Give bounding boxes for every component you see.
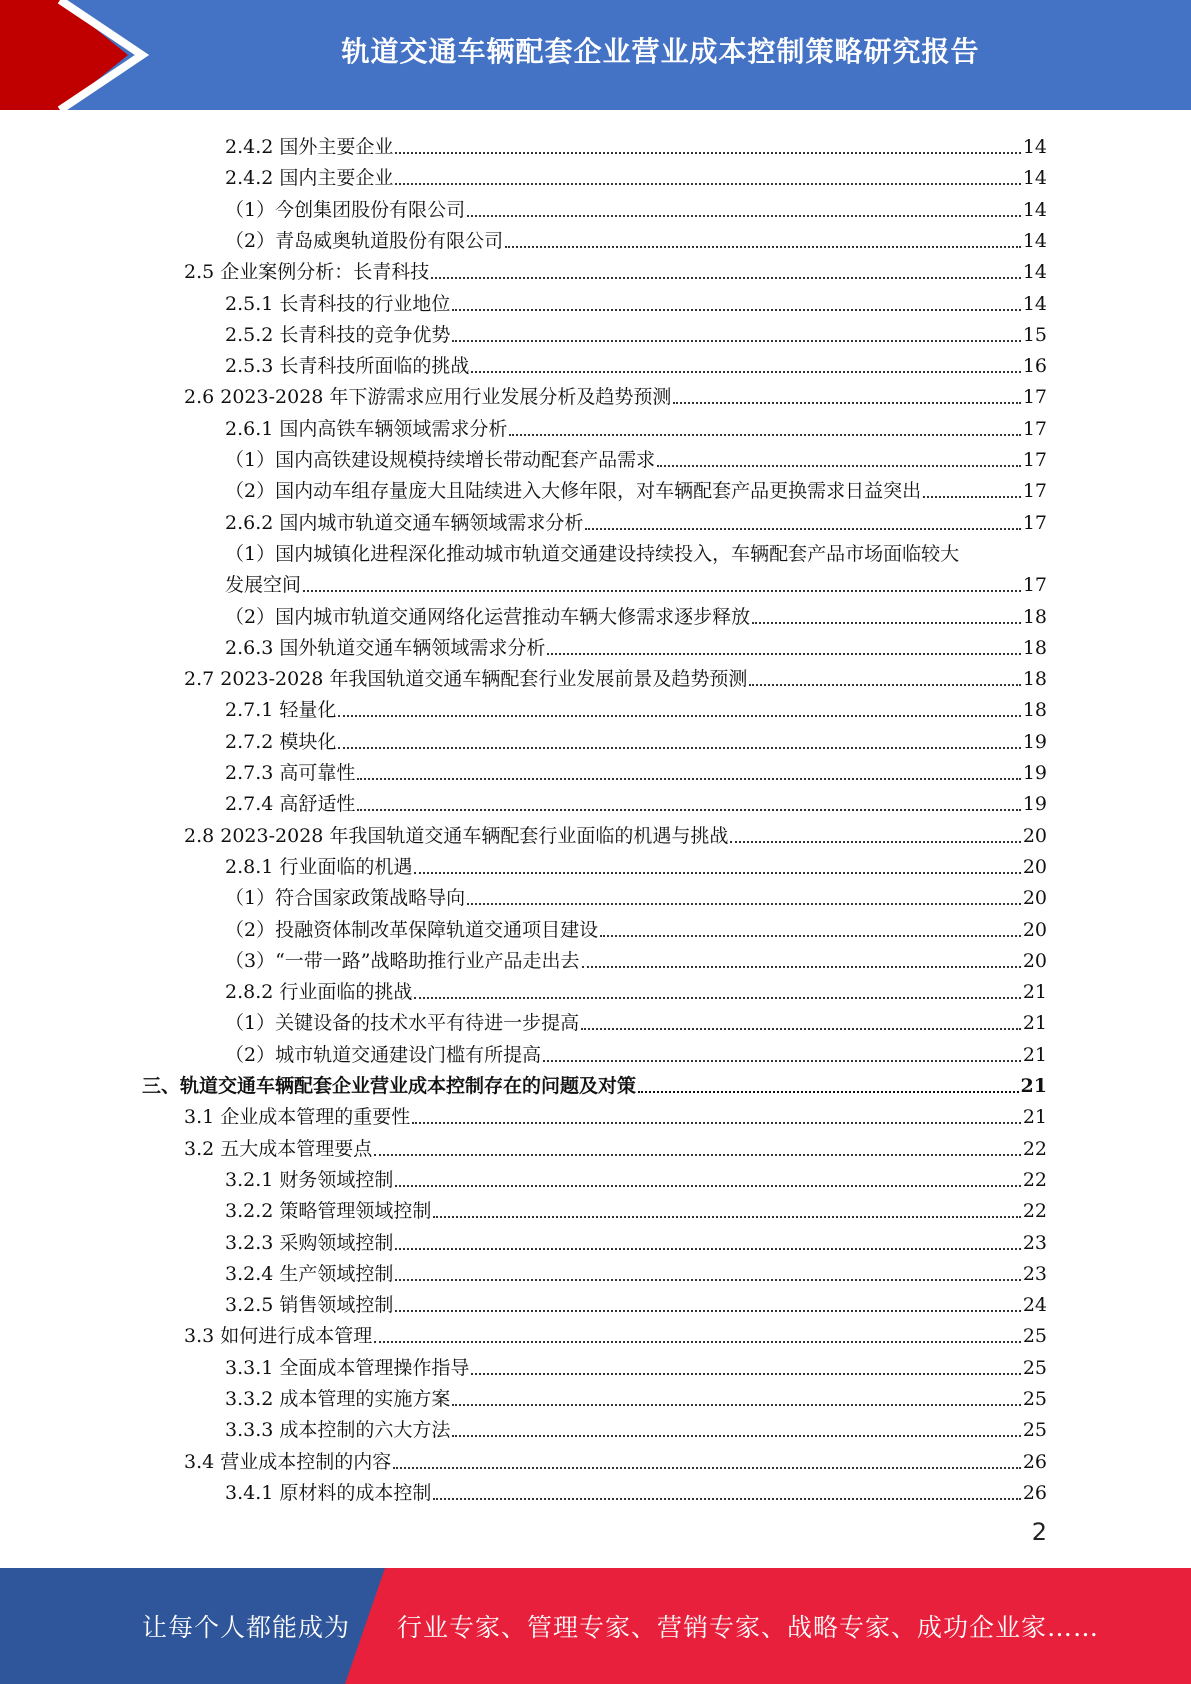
toc-leader-dots	[452, 1435, 1020, 1437]
toc-entry[interactable]	[225, 754, 1047, 785]
toc-page-number: 22	[1022, 1137, 1047, 1160]
toc-leader-dots	[452, 309, 1020, 311]
page-number: 2	[1031, 1518, 1047, 1546]
toc-entry[interactable]	[225, 128, 1047, 159]
toc-entry-text: 3.2.2 策略管理领域控制	[225, 1200, 432, 1223]
toc-page-number: 26	[1022, 1481, 1047, 1504]
toc-page-number: 17	[1022, 574, 1047, 597]
toc-entry-text: 3.2.4 生产领域控制	[225, 1262, 394, 1285]
toc-page-number: 21	[1020, 1075, 1047, 1097]
toc-entry[interactable]	[184, 660, 1047, 691]
toc-page-number: 18	[1022, 668, 1047, 691]
toc-leader-dots	[467, 903, 1021, 905]
toc-leader-dots	[505, 246, 1021, 248]
toc-entry[interactable]	[225, 316, 1047, 347]
toc-entry-text: 2.7 2023-2028 年我国轨道交通车辆配套行业发展前景及趋势预测	[184, 668, 748, 691]
toc-entry-text: 2.5 企业案例分析：长青科技	[184, 261, 430, 284]
toc-page-number: 21	[1022, 1043, 1047, 1066]
toc-leader-dots	[543, 1060, 1021, 1062]
toc-entry-text: 2.5.1 长青科技的行业地位	[225, 292, 451, 315]
toc-entry-continuation: 发展空间	[225, 574, 302, 597]
toc-page-number: 16	[1022, 355, 1047, 378]
page-footer	[0, 1568, 1191, 1684]
toc-entry-text: （1）符合国家政策战略导向	[225, 887, 466, 910]
toc-entry-text: 2.6.2 国内城市轨道交通车辆领域需求分析	[225, 511, 584, 534]
toc-entry-text: 2.8 2023-2028 年我国轨道交通车辆配套行业面临的机遇与挑战	[184, 824, 729, 847]
toc-entry-text: 3.3.1 全面成本管理操作指导	[225, 1356, 470, 1379]
toc-entry-text: 2.6.1 国内高铁车辆领域需求分析	[225, 417, 508, 440]
toc-entry-text: 2.6.3 国外轨道交通车辆领域需求分析	[225, 636, 546, 659]
toc-leader-dots	[452, 1404, 1020, 1406]
page-header	[0, 0, 1191, 110]
toc-entry[interactable]	[225, 598, 1047, 629]
toc-page-number: 22	[1022, 1168, 1047, 1191]
toc-page-number: 26	[1022, 1450, 1047, 1473]
toc-entry[interactable]	[225, 785, 1047, 816]
toc-leader-dots	[357, 809, 1020, 811]
toc-page-number: 14	[1022, 261, 1047, 284]
toc-entry[interactable]	[184, 1130, 1047, 1161]
toc-entry[interactable]	[225, 1161, 1047, 1192]
toc-entry[interactable]	[225, 848, 1047, 879]
toc-page-number: 22	[1022, 1200, 1047, 1223]
toc-entry-text: 3.3.2 成本管理的实施方案	[225, 1388, 451, 1410]
toc-page-number: 20	[1022, 887, 1047, 910]
toc-page-number: 18	[1022, 605, 1047, 628]
toc-leader-dots	[374, 1154, 1021, 1156]
toc-entry-text: （1）国内高铁建设规模持续增长带动配套产品需求	[225, 449, 656, 471]
toc-leader-dots	[582, 966, 1021, 968]
toc-entry[interactable]	[225, 942, 1047, 973]
toc-entry[interactable]	[225, 973, 1047, 1004]
toc-leader-dots	[431, 277, 1021, 279]
toc-page-number: 20	[1022, 824, 1047, 847]
toc-leader-dots	[395, 183, 1020, 185]
toc-entry-text: （2）投融资体制改革保障轨道交通项目建设	[225, 918, 599, 941]
toc-leader-dots	[393, 1467, 1021, 1469]
toc-leader-dots	[412, 1122, 1021, 1124]
toc-entry[interactable]	[225, 1349, 1047, 1380]
toc-entry[interactable]	[225, 191, 1047, 222]
toc-entry[interactable]	[225, 1474, 1047, 1505]
toc-entry-text: 3.2.1 财务领域控制	[225, 1168, 394, 1191]
toc-leader-dots	[657, 465, 1021, 467]
toc-page-number: 20	[1022, 855, 1047, 878]
toc-entry-text: 3.2.5 销售领域控制	[225, 1294, 394, 1317]
toc-leader-dots	[414, 997, 1020, 999]
toc-page-number: 17	[1022, 417, 1047, 440]
toc-entry-text: 三、轨道交通车辆配套企业营业成本控制存在的问题及对策	[142, 1075, 637, 1097]
toc-page-number: 20	[1022, 918, 1047, 941]
toc-leader-dots	[433, 1498, 1020, 1500]
toc-leader-dots	[357, 778, 1020, 780]
toc-entry[interactable]	[225, 222, 1047, 253]
toc-page-number: 17	[1022, 511, 1047, 534]
toc-leader-dots	[585, 528, 1020, 530]
header-red-chevron	[0, 0, 128, 110]
toc-leader-dots	[452, 340, 1020, 342]
toc-leader-dots	[395, 1248, 1020, 1250]
toc-leader-dots	[923, 496, 1021, 498]
toc-entry[interactable]	[225, 566, 1047, 597]
toc-leader-dots	[600, 935, 1021, 937]
toc-page-number: 17	[1022, 449, 1047, 471]
toc-page-number: 23	[1022, 1231, 1047, 1254]
toc-entry[interactable]	[225, 691, 1047, 722]
toc-page-number: 17	[1022, 480, 1047, 503]
toc-leader-dots	[467, 215, 1021, 217]
toc-page-number: 14	[1022, 292, 1047, 315]
toc-entry[interactable]	[184, 1443, 1047, 1474]
toc-entry-text: （2）国内城市轨道交通网络化运营推动车辆大修需求逐步释放	[225, 605, 751, 628]
toc-page-number: 14	[1022, 167, 1047, 190]
toc-leader-dots	[395, 1279, 1020, 1281]
header-title: 轨道交通车辆配套企业营业成本控制策略研究报告	[341, 35, 980, 68]
toc-page-number: 25	[1022, 1388, 1047, 1410]
toc-entry[interactable]	[225, 1411, 1047, 1442]
toc-entry[interactable]	[225, 911, 1047, 942]
toc-page-number: 15	[1022, 323, 1047, 346]
toc-leader-dots	[581, 1028, 1021, 1030]
toc-leader-dots	[752, 622, 1021, 624]
toc-entry[interactable]	[225, 1224, 1047, 1255]
toc-leader-dots	[338, 715, 1020, 717]
toc-entry-text: 2.7.4 高舒适性	[225, 793, 356, 816]
toc-entry[interactable]	[225, 1004, 1047, 1035]
toc-page-number: 14	[1022, 136, 1047, 158]
toc-leader-dots	[395, 1310, 1020, 1312]
toc-page-number: 17	[1022, 386, 1047, 409]
toc-entry[interactable]	[225, 723, 1047, 754]
toc-leader-dots	[509, 434, 1020, 436]
toc-entry[interactable]	[225, 629, 1047, 660]
toc-leader-dots	[414, 872, 1020, 874]
toc-entry[interactable]	[225, 1286, 1047, 1317]
toc-leader-dots	[673, 402, 1020, 404]
toc-entry[interactable]	[225, 879, 1047, 910]
toc-entry-text: 3.3.3 成本控制的六大方法	[225, 1419, 451, 1442]
toc-entry[interactable]	[225, 159, 1047, 190]
toc-entry[interactable]	[184, 378, 1047, 409]
toc-entry-text: 2.7.2 模块化	[225, 730, 337, 753]
toc-entry-text: 2.4.2 国内主要企业	[225, 167, 394, 190]
toc-page-number: 25	[1022, 1356, 1047, 1379]
toc-entry-text: 2.7.3 高可靠性	[225, 762, 356, 784]
toc-page-number: 21	[1022, 1106, 1047, 1129]
toc-leader-dots	[471, 1373, 1020, 1375]
toc-leader-dots	[395, 152, 1020, 154]
toc-entry-text: 2.6 2023-2028 年下游需求应用行业发展分析及趋势预测	[184, 386, 672, 409]
toc-leader-dots	[471, 371, 1020, 373]
toc-entry[interactable]	[184, 817, 1047, 848]
toc-entry-text: 3.4.1 原材料的成本控制	[225, 1481, 432, 1504]
toc-page-number: 25	[1022, 1325, 1047, 1348]
toc-entry[interactable]	[225, 1255, 1047, 1286]
toc-entry[interactable]	[225, 1192, 1047, 1223]
footer-slogan-right: 行业专家、管理专家、营销专家、战略专家、成功企业家……	[397, 1613, 1100, 1642]
toc-entry-text: 3.4 营业成本控制的内容	[184, 1450, 392, 1473]
toc-leader-dots	[374, 1341, 1021, 1343]
toc-page-number: 24	[1022, 1294, 1047, 1317]
toc-entry-text: （1）今创集团股份有限公司	[225, 198, 466, 221]
toc-entry[interactable]	[225, 472, 1047, 503]
toc-leader-dots	[395, 1185, 1020, 1187]
toc-page-number: 14	[1022, 198, 1047, 221]
toc-page-number: 25	[1022, 1419, 1047, 1442]
toc-page-number: 20	[1022, 949, 1047, 972]
toc-entry[interactable]	[225, 410, 1047, 441]
toc-page-number: 21	[1022, 981, 1047, 1004]
toc-leader-dots	[730, 841, 1020, 843]
toc-page-number: 19	[1022, 762, 1047, 784]
footer-slogan-left: 让每个人都能成为	[142, 1613, 351, 1642]
toc-leader-dots	[303, 590, 1021, 592]
toc-entry-text: （2）城市轨道交通建设门槛有所提高	[225, 1043, 542, 1066]
toc-page-number: 18	[1022, 636, 1047, 659]
toc-entry-text: （3）“一带一路”战略助推行业产品走出去	[225, 949, 580, 972]
toc-entry[interactable]	[184, 253, 1047, 284]
toc-entry-text: 2.7.1 轻量化	[225, 699, 337, 722]
toc-entry-text: （2）青岛威奥轨道股份有限公司	[225, 229, 504, 252]
toc-entry-text: 3.1 企业成本管理的重要性	[184, 1106, 411, 1129]
toc-entry[interactable]	[225, 1036, 1047, 1067]
toc-page-number: 21	[1022, 1012, 1047, 1035]
toc-leader-dots	[638, 1091, 1019, 1093]
toc-leader-dots	[749, 684, 1020, 686]
toc-entry[interactable]	[142, 1067, 1047, 1098]
toc-entry[interactable]	[225, 285, 1047, 316]
toc-page-number: 19	[1022, 730, 1047, 753]
toc-entry-text[interactable]: （1）国内城镇化进程深化推动城市轨道交通建设持续投入，车辆配套产品市场面临较大	[225, 542, 960, 565]
toc-leader-dots	[338, 747, 1020, 749]
toc-entry-text: 3.2 五大成本管理要点	[184, 1137, 373, 1160]
toc-page-number: 19	[1022, 793, 1047, 816]
toc-entry-text: （2）国内动车组存量庞大且陆续进入大修年限，对车辆配套产品更换需求日益突出	[225, 480, 922, 503]
toc-entry-text: 3.2.3 采购领域控制	[225, 1231, 394, 1254]
toc-entry-text: 2.4.2 国外主要企业	[225, 136, 394, 158]
toc-page-number: 18	[1022, 699, 1047, 722]
toc-entry[interactable]	[225, 504, 1047, 535]
toc-entry-text: 2.5.2 长青科技的竞争优势	[225, 323, 451, 346]
toc-page-number: 23	[1022, 1262, 1047, 1285]
toc-entry[interactable]	[225, 347, 1047, 378]
toc-leader-dots	[547, 653, 1020, 655]
toc-page-number: 14	[1022, 229, 1047, 252]
toc-entry[interactable]	[225, 441, 1047, 472]
toc-leader-dots	[433, 1216, 1020, 1218]
toc-entry[interactable]	[225, 1380, 1047, 1411]
toc-entry-text: 2.5.3 长青科技所面临的挑战	[225, 355, 470, 378]
toc-entry[interactable]	[184, 1317, 1047, 1348]
toc-entry[interactable]	[184, 1098, 1047, 1129]
toc-entry-text: 3.3 如何进行成本管理	[184, 1325, 373, 1348]
toc-entry-text: （1）关键设备的技术水平有待进一步提高	[225, 1012, 580, 1035]
toc-entry-text: 2.8.1 行业面临的机遇	[225, 855, 413, 878]
toc-entry-text: 2.8.2 行业面临的挑战	[225, 981, 413, 1004]
